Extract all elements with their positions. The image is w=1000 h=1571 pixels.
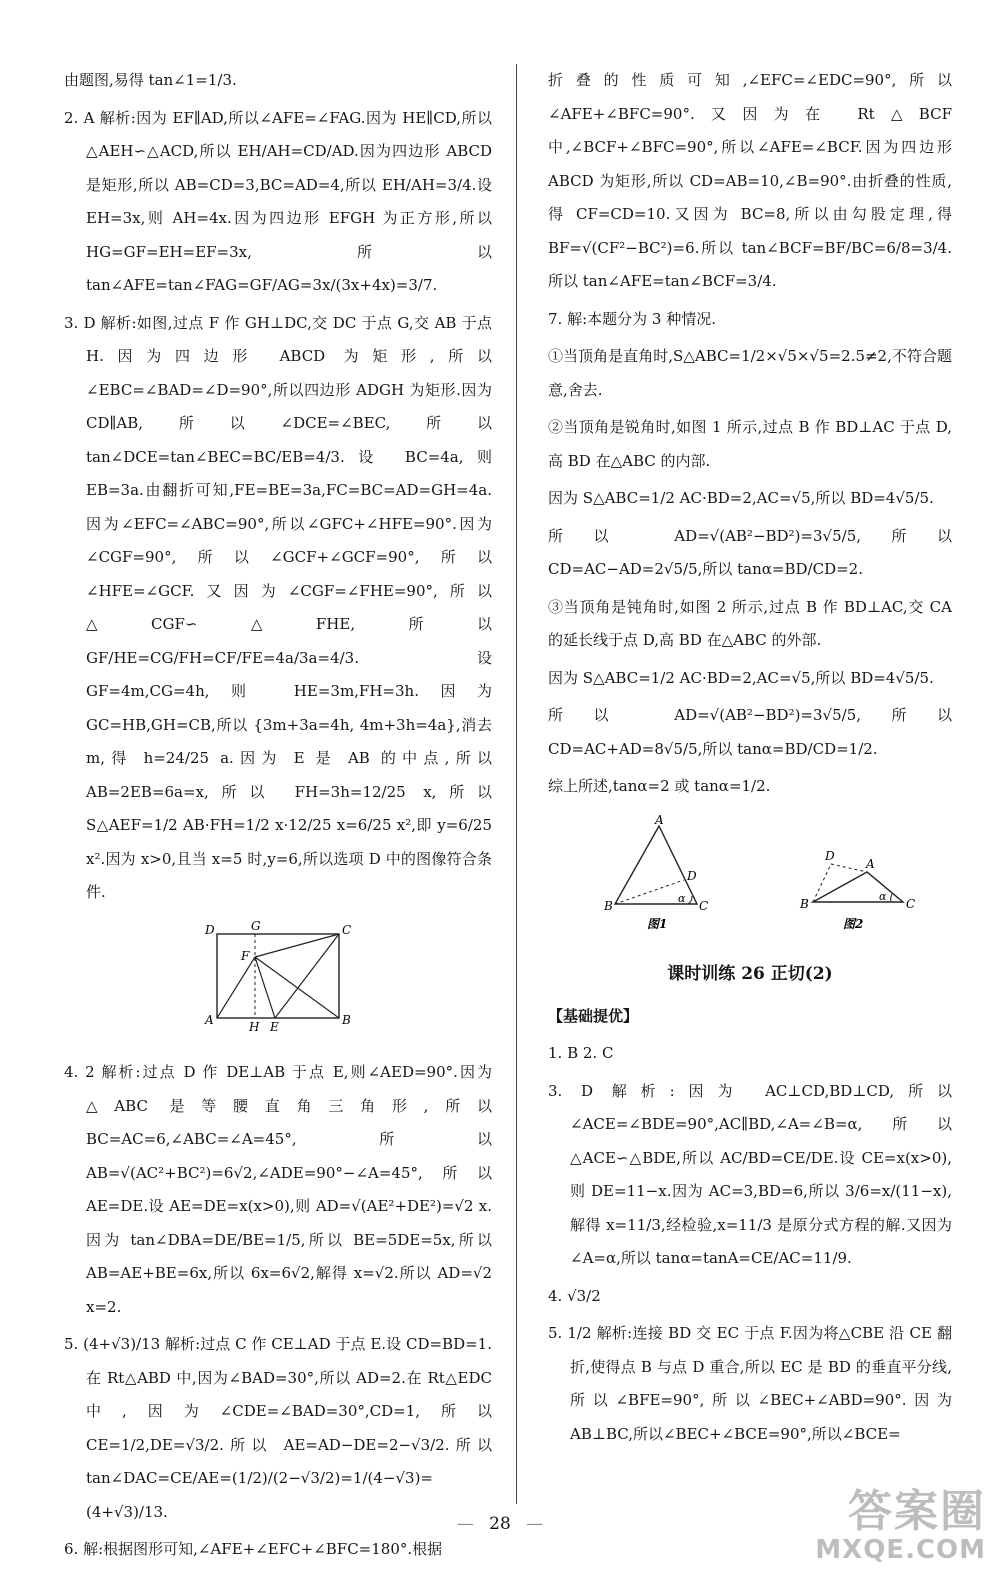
figure-label-a: A: [205, 1012, 214, 1027]
fig1-label-d: D: [687, 868, 697, 883]
answer-7-case-3-area: 因为 S△ABC=1/2 AC·BD=2,AC=√5,所以 BD=4√5/5.: [548, 668, 934, 687]
left-column: [64, 64, 492, 1571]
section-tag: 【基础提优】: [548, 1006, 639, 1025]
section-answer-5: 5. 1/2 解析:连接 BD 交 EC 于点 F.因为将△CBE 沿 CE 翻折,使得点 B 与点 D 重合,所以 EC 是 BD 的垂直平分线,所以∠BFE=90°,所以∠BEC+∠ABD=90°.因为 AB⊥BC,所以∠BEC+∠BCE=90°,所以∠BCE=: [548, 1324, 952, 1443]
fig1-label-b: B: [604, 898, 613, 913]
section-answer-4: 4. √3/2: [548, 1286, 601, 1305]
answer-6-continued: 折叠的性质可知,∠EFC=∠EDC=90°,所以∠AFE+∠BFC=90°.又因为在 Rt△BCF 中,∠BCF+∠BFC=90°,所以∠AFE=∠BCF.因为四边形 ABCD 为矩形,所以 CD=AB=10,∠B=90°.由折叠的性质,得 CF=CD=10.又因为 BC=8,所以由勾股定理,得 BF=√(CF²−BC²)=6.所以 tan∠BCF=BF/BC=6/8=3/4.所以 tan∠AFE=tan∠BCF=3/4.: [548, 71, 952, 290]
answer-7: 7. 解:本题分为 3 种情况.: [548, 309, 716, 328]
figure-1: [603, 814, 708, 931]
answer-7-case-2-area: 因为 S△ABC=1/2 AC·BD=2,AC=√5,所以 BD=4√5/5.: [548, 489, 934, 507]
section-answer-1-2: 1. B 2. C: [548, 1044, 614, 1062]
figure-label-e: E: [270, 1019, 279, 1032]
fig2-label-c: C: [906, 896, 915, 911]
figure-label-h: H: [249, 1019, 260, 1032]
fig2-caption: 图2: [843, 916, 864, 931]
triangle-figures: [548, 814, 952, 945]
page-number-dash-left: —: [456, 1514, 474, 1534]
answer-7-case-2-result: 所以 AD=√(AB²−BD²)=3√5/5,所以 CD=AC−AD=2√5/5,所以 tanα=BD/CD=2.: [548, 526, 952, 578]
rectangle-diagram: [203, 920, 353, 1032]
watermark: [815, 1488, 986, 1565]
answer-7-case-2: ②当顶角是锐角时,如图 1 所示,过点 B 作 BD⊥AC 于点 D,高 BD 在△ABC 的内部.: [548, 418, 952, 470]
figure-2: [799, 849, 915, 931]
fig1-label-c: C: [699, 898, 709, 913]
answer-3: 3. D 解析:如图,过点 F 作 GH⊥DC,交 DC 于点 G,交 AB 于点 H.因为四边形 ABCD 为矩形,所以∠EBC=∠BAD=∠D=90°,所以四边形 ADGH 为矩形.因为 CD∥AB,所以∠DCE=∠BEC,所以 tan∠DCE=tan∠BEC=BC/EB=4/3.设 BC=4a,则 EB=3a.由翻折可知,FE=BE=3a,FC=BC=AD=GH=4a.因为∠EFC=∠ABC=90°,所以∠GFC+∠HFE=90°.因为∠CGF=90°,所以∠GCF+∠GCF=90°,所以∠HFE=∠GCF.又因为∠CGF=∠FHE=90°,所以△CGF∽△FHE,所以 GF/HE=CG/FH=CF/FE=4a/3a=4/3.设 GF=4m,CG=4h,则 HE=3m,FH=3h.因为 GC=HB,GH=CB,所以 {3m+3a=4h, 4m+3h=4a},消去 m,得 h=24/25 a.因为 E 是 AB 的中点,所以 AB=2EB=6a=x,所以 FH=3h=12/25 x,所以 S△AEF=1/2 AB·FH=1/2 x·12/25 x=6/25 x²,即 y=6/25 x².因为 x>0,且当 x=5 时,y=6,所以选项 D 中的图像符合条件.: [64, 313, 492, 901]
fig1-caption: 图1: [647, 916, 668, 931]
column-divider: [516, 64, 517, 1504]
rectangle-figure: [64, 920, 492, 1045]
answer-7-case-3-result: 所以 AD=√(AB²−BD²)=3√5/5,所以 CD=AC+AD=8√5/5,所以 tanα=BD/CD=1/2.: [548, 706, 952, 758]
paragraph-tan1: 由题图,易得 tan∠1=1/3.: [64, 71, 237, 89]
section-answer-3: 3. D 解析:因为 AC⊥CD,BD⊥CD,所以∠ACE=∠BDE=90°,AC∥BD,∠A=∠B=α,所以△ACE∽△BDE,所以 AC/BD=CE/DE.设 CE=x(x>0),则 DE=11−x.因为 AC=3,BD=6,所以 3/6=x/(11−x),解得 x=11/3,经检验,x=11/3 是原分式方程的解.又因为∠A=α,所以 tanα=tanA=CE/AC=11/9.: [548, 1081, 952, 1267]
fig2-label-d: D: [825, 848, 835, 863]
watermark-url: MXQE.COM: [815, 1535, 986, 1566]
right-column: [548, 64, 952, 1455]
answer-7-case-1: ①当顶角是直角时,S△ABC=1/2×√5×√5=2.5≠2,不符合题意,舍去.: [548, 347, 952, 399]
section-title: 课时训练 26 正切(2): [667, 964, 833, 984]
answer-7-conclusion: 综上所述,tanα=2 或 tanα=1/2.: [548, 777, 771, 795]
answer-6: 6. 解:根据图形可知,∠AFE+∠EFC+∠BFC=180°.根据: [64, 1540, 443, 1558]
page-number-dash-right: —: [526, 1514, 544, 1534]
figure-label-f: F: [241, 948, 250, 963]
page-number-value: 28: [489, 1514, 511, 1534]
watermark-logo-text: 答案圈: [848, 1486, 986, 1537]
triangle-diagrams: [585, 814, 915, 932]
fig1-label-alpha: α: [678, 891, 686, 905]
fig2-label-alpha: α: [879, 889, 887, 903]
fig2-label-b: B: [800, 896, 809, 911]
answer-5: 5. (4+√3)/13 解析:过点 C 作 CE⊥AD 于点 E.设 CD=BD=1.在 Rt△ABD 中,因为∠BAD=30°,所以 AD=2.在 Rt△EDC 中,因为∠CDE=∠BAD=30°,CD=1,所以 CE=1/2,DE=√3/2.所以 AE=AD−DE=2−√3/2.所以 tan∠DAC=CE/AE=(1/2)/(2−√3/2)=1/(4−√3)=(4+√3)/13.: [64, 1335, 492, 1521]
fig1-label-a: A: [655, 813, 664, 827]
answer-7-case-3: ③当顶角是钝角时,如图 2 所示,过点 B 作 BD⊥AC,交 CA 的延长线于点 D,高 BD 在△ABC 的外部.: [548, 597, 952, 649]
figure-label-c: C: [342, 922, 352, 937]
figure-label-g: G: [251, 919, 261, 933]
fig2-label-a: A: [866, 856, 875, 871]
answer-2: 2. A 解析:因为 EF∥AD,所以∠AFE=∠FAG.因为 HE∥CD,所以△AEH∽△ACD,所以 EH/AH=CD/AD.因为四边形 ABCD 是矩形,所以 AB=CD=3,BC=AD=4,所以 EH/AH=3/4.设 EH=3x,则 AH=4x.因为四边形 EFGH 为正方形,所以 HG=GF=EH=EF=3x,所以 tan∠AFE=tan∠FAG=GF/AG=3x/(3x+4x)=3/7.: [64, 108, 492, 294]
answer-4: 4. 2 解析:过点 D 作 DE⊥AB 于点 E,则∠AED=90°.因为△ABC 是等腰直角三角形,所以 BC=AC=6,∠ABC=∠A=45°,所以 AB=√(AC²+BC²)=6√2,∠ADE=90°−∠A=45°,所以 AE=DE.设 AE=DE=x(x>0),则 AD=√(AE²+DE²)=√2 x.因为 tan∠DBA=DE/BE=1/5,所以 BE=5DE=5x,所以 AB=AE+BE=6x,所以 6x=6√2,解得 x=√2.所以 AD=√2 x=2.: [64, 1063, 492, 1316]
figure-label-b: B: [342, 1012, 351, 1027]
figure-label-d: D: [205, 922, 215, 937]
